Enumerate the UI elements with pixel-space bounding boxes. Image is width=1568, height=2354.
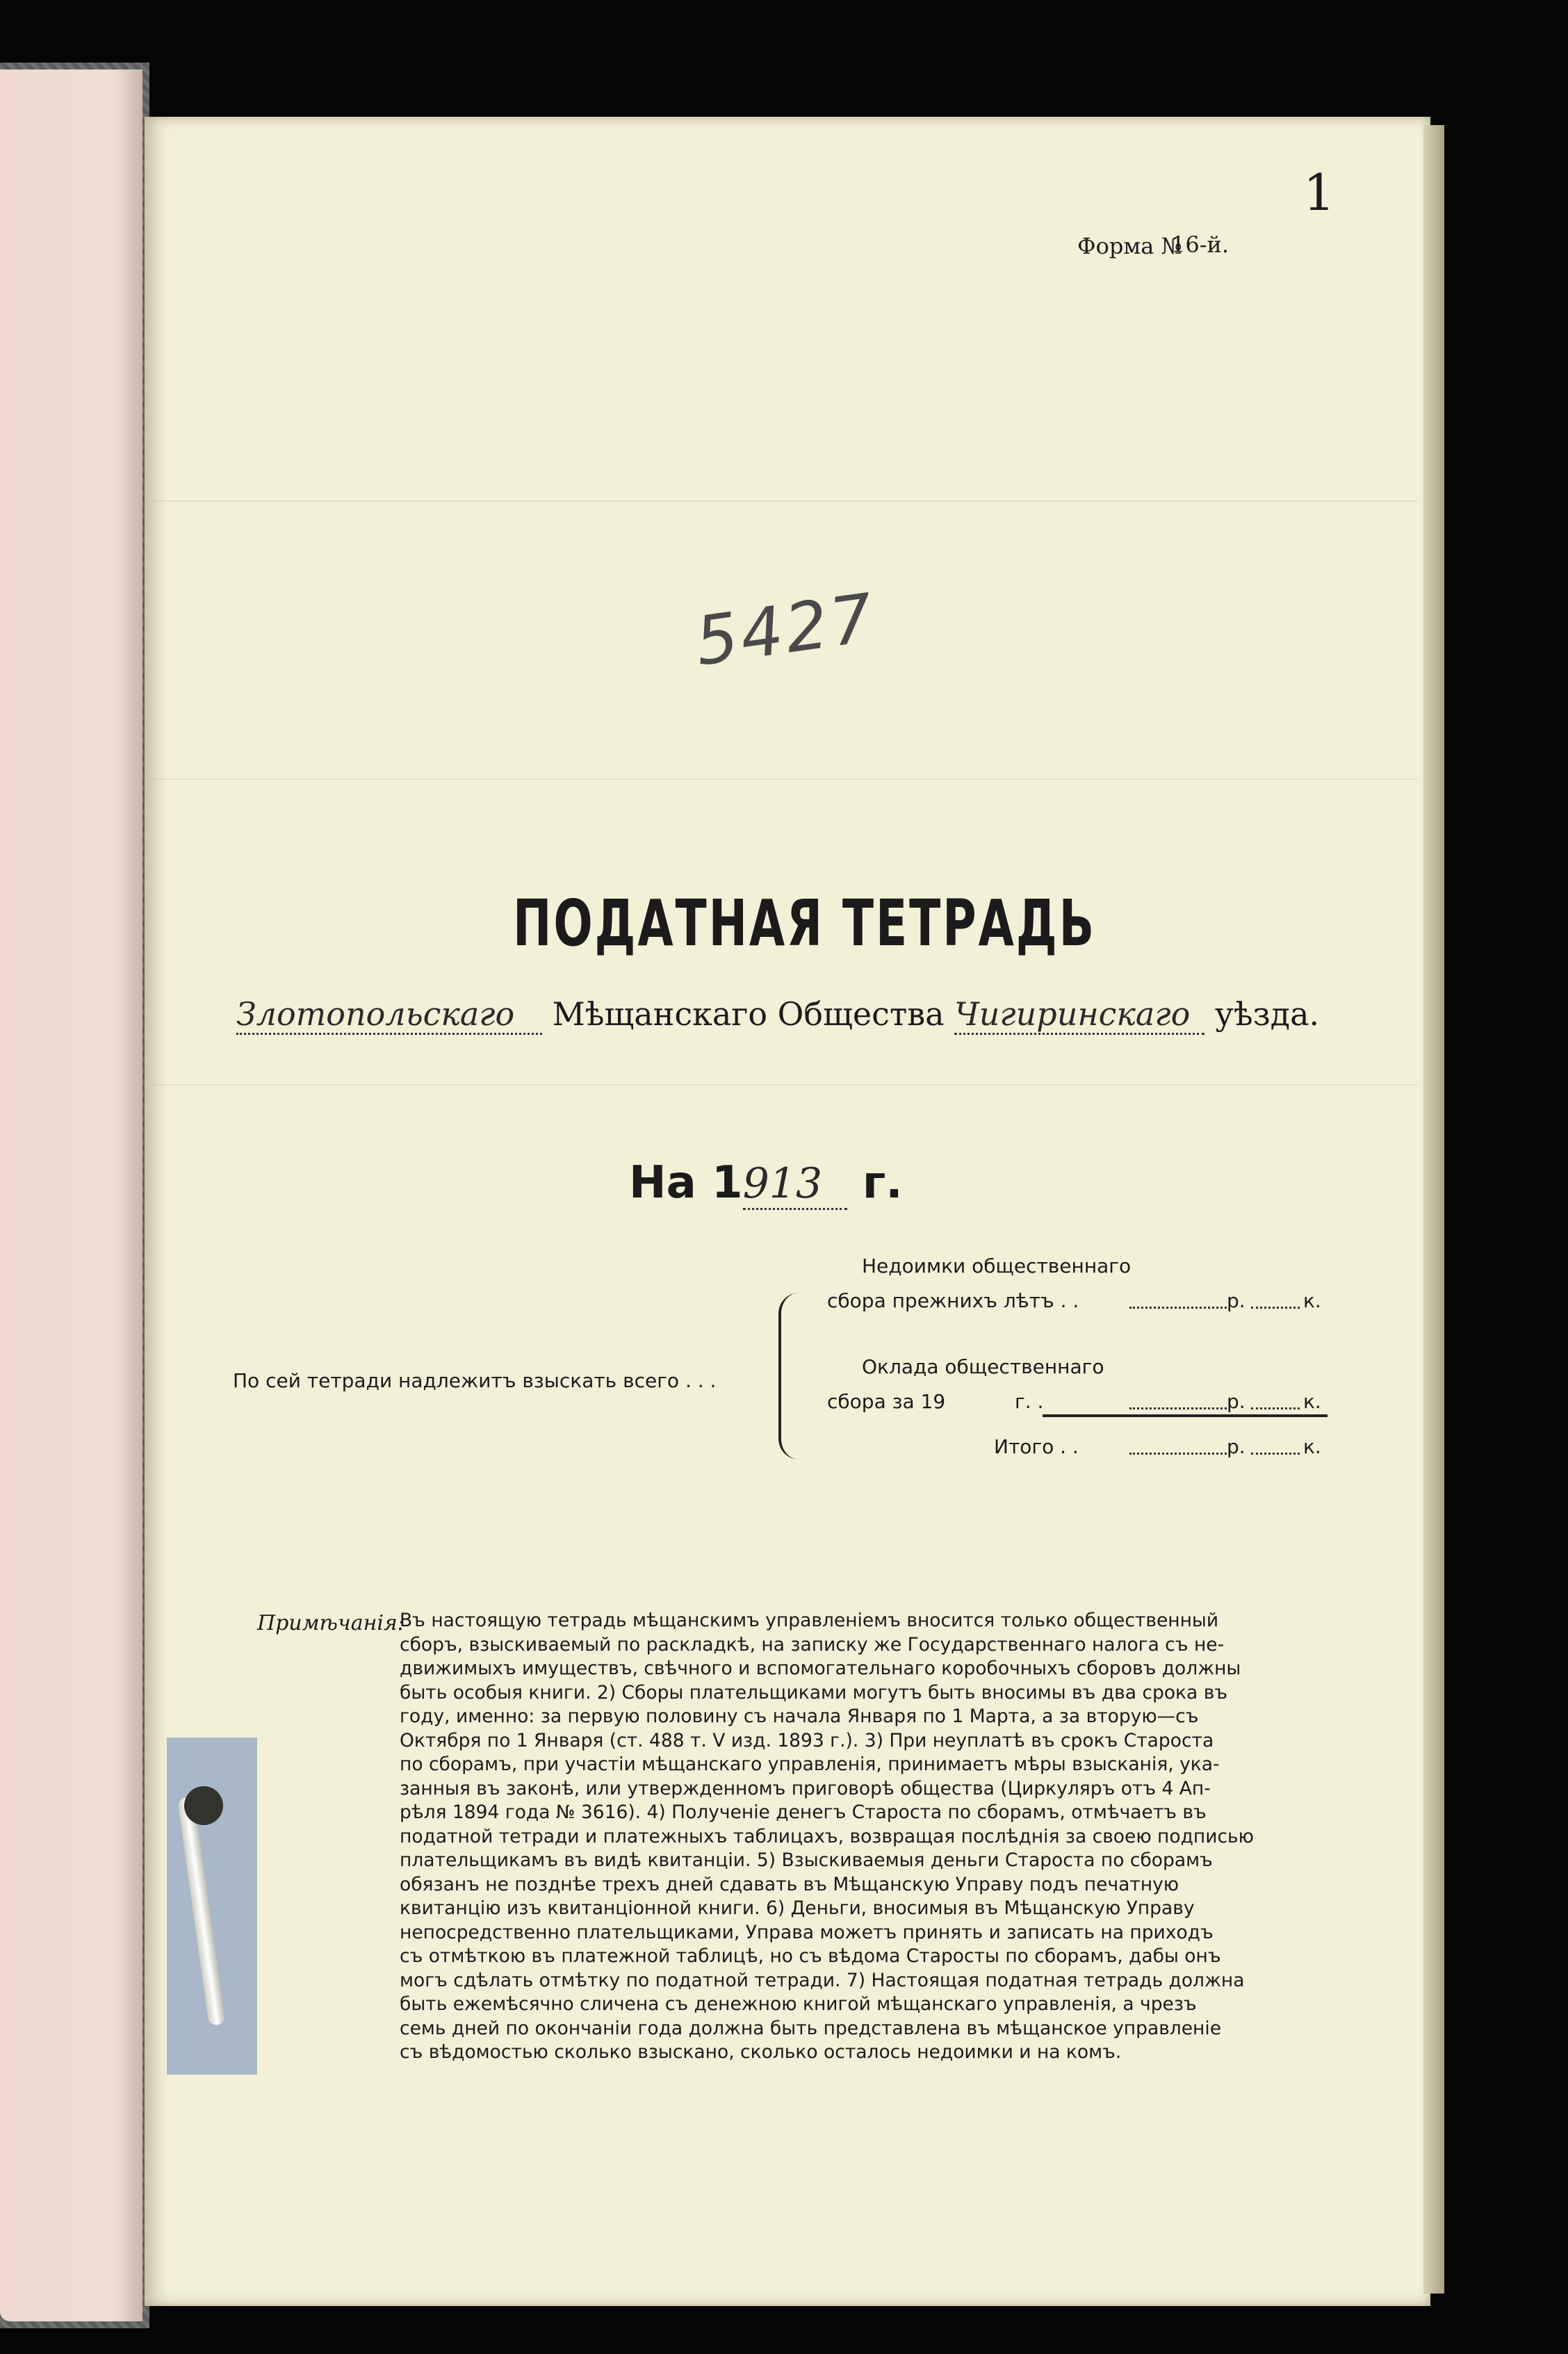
form-label: Форма № [1077, 233, 1182, 259]
total-rub-blank [1129, 1453, 1227, 1455]
assessment-kop-blank [1251, 1407, 1300, 1409]
arrears-kop: к. [1303, 1289, 1321, 1312]
total-kop-blank [1251, 1453, 1300, 1455]
notes-line: по сборамъ, при участіи мѣщанскаго управленія, принимаетъ мѣры взысканія, ука- [400, 1754, 1220, 1775]
arrears-line2: сбора прежнихъ лѣтъ . . [827, 1289, 1079, 1312]
notes-line: сборъ, взыскиваемый по раскладкѣ, на записку же Государственнаго налога съ не- [400, 1633, 1225, 1656]
brace [778, 1293, 802, 1460]
total-label: Итого . . [994, 1435, 1079, 1458]
society-line [236, 995, 1319, 1044]
notes-line: движимыхъ имуществъ, свѣчного и вспомогательнаго коробочныхъ сборовъ должны [400, 1658, 1241, 1679]
notes-line: съ отмѣткою въ платежной таблицѣ, но съ вѣдома Старосты по сборамъ, дабы онъ [400, 1945, 1221, 1967]
arrears-kop-blank [1251, 1307, 1300, 1309]
district-name: Чигиринскаго [954, 995, 1204, 1035]
notes-line: быть ежемѣсячно сличена съ денежною книгой мѣщанскаго управленія, а чрезъ [400, 1993, 1197, 2015]
total-kop: к. [1303, 1435, 1321, 1458]
notes-line: обязанъ не позднѣе трехъ дней сдавать въ Мѣщанскую Управу подъ печатную [400, 1873, 1179, 1895]
total-rub: р. [1227, 1435, 1246, 1458]
notes-line: Въ настоящую тетрадь мѣщанскимъ управленіемъ вносится только общественный [400, 1610, 1219, 1631]
year-line [629, 1157, 903, 1210]
year-value: 913 [743, 1159, 847, 1210]
bleed-through-line [153, 1084, 1418, 1086]
notes-line: семь дней по окончаніи года должна быть представлена въ мѣщанское управленіе [400, 2017, 1222, 2039]
assessment-g: г. . [1015, 1390, 1044, 1413]
assessment-rub: р. [1227, 1390, 1246, 1413]
document-title: ПОДАТНАЯ ТЕТРАДЬ [513, 886, 1096, 961]
notes-line: податной тетради и платежныхъ таблицахъ, возвращая послѣднія за своею подписью [400, 1825, 1254, 1847]
year-prefix: На 1 [629, 1157, 743, 1209]
notes-line: Октября по 1 Января (ст. 488 т. V изд. 1893 г.). 3) При неуплатѣ въ срокъ Староста [400, 1729, 1214, 1751]
archive-number: 5427 [690, 578, 881, 681]
string-knot [184, 1786, 223, 1825]
arrears-line1: Недоимки общественнаго [862, 1254, 1132, 1277]
notes-line: рѣля 1894 года № 3616). 4) Полученіе денегъ Староста по сборамъ, отмѣчаетъ въ [400, 1801, 1207, 1823]
collection-label: По сей тетради надлежитъ взыскать всего . . . [233, 1369, 717, 1392]
bleed-through-line [153, 500, 1418, 502]
form-number: 16-й. [1171, 231, 1230, 258]
notes-line: квитанцію изъ квитанціонной книги. 6) Деньги, вносимыя въ Мѣщанскую Управу [400, 1897, 1195, 1919]
arrears-rub-blank [1129, 1307, 1227, 1309]
notes-line: могъ сдѣлать отмѣтку по податной тетради. 7) Настоящая податная тетрадь должна [400, 1969, 1245, 1991]
year-suffix: г. [862, 1157, 903, 1209]
notes-line: занныя въ законѣ, или утвержденномъ приговорѣ общества (Циркуляръ отъ 4 Ап- [400, 1777, 1211, 1799]
notes-text [400, 1609, 1324, 2065]
notes-line: съ вѣдомостью сколько взыскано, сколько осталось недоимки и на комъ. [400, 2041, 1122, 2063]
assessment-line2: сбора за 19 [827, 1390, 946, 1413]
facing-page [0, 70, 142, 2321]
notes-line: году, именно: за первую половину съ начала Января по 1 Марта, а за вторую—съ [400, 1706, 1199, 1727]
arrears-rub: р. [1227, 1289, 1246, 1312]
notes-line: плательщикамъ въ видѣ квитанціи. 5) Взыскиваемыя деньги Староста по сборамъ [400, 1849, 1213, 1871]
notes-line: быть особыя книги. 2) Сборы плательщиками могутъ быть вносимы въ два срока въ [400, 1681, 1228, 1703]
assessment-rub-blank [1129, 1407, 1227, 1409]
total-rule [1043, 1414, 1328, 1417]
assessment-kop: к. [1303, 1390, 1321, 1413]
society-text: Мѣщанскаго Общества [552, 995, 945, 1033]
page-number: 1 [1303, 163, 1335, 222]
notes-label: Примѣчанія: [257, 1611, 405, 1635]
society-name: Злотопольскаго [236, 995, 542, 1035]
bleed-through-line [153, 778, 1418, 780]
notes-line: непосредственно плательщиками, Управа можетъ принять и записать на приходъ [400, 1921, 1214, 1943]
district-suffix: уѣзда. [1214, 995, 1320, 1033]
page-edge [1423, 125, 1444, 2294]
assessment-line1: Оклада общественнаго [862, 1355, 1104, 1378]
